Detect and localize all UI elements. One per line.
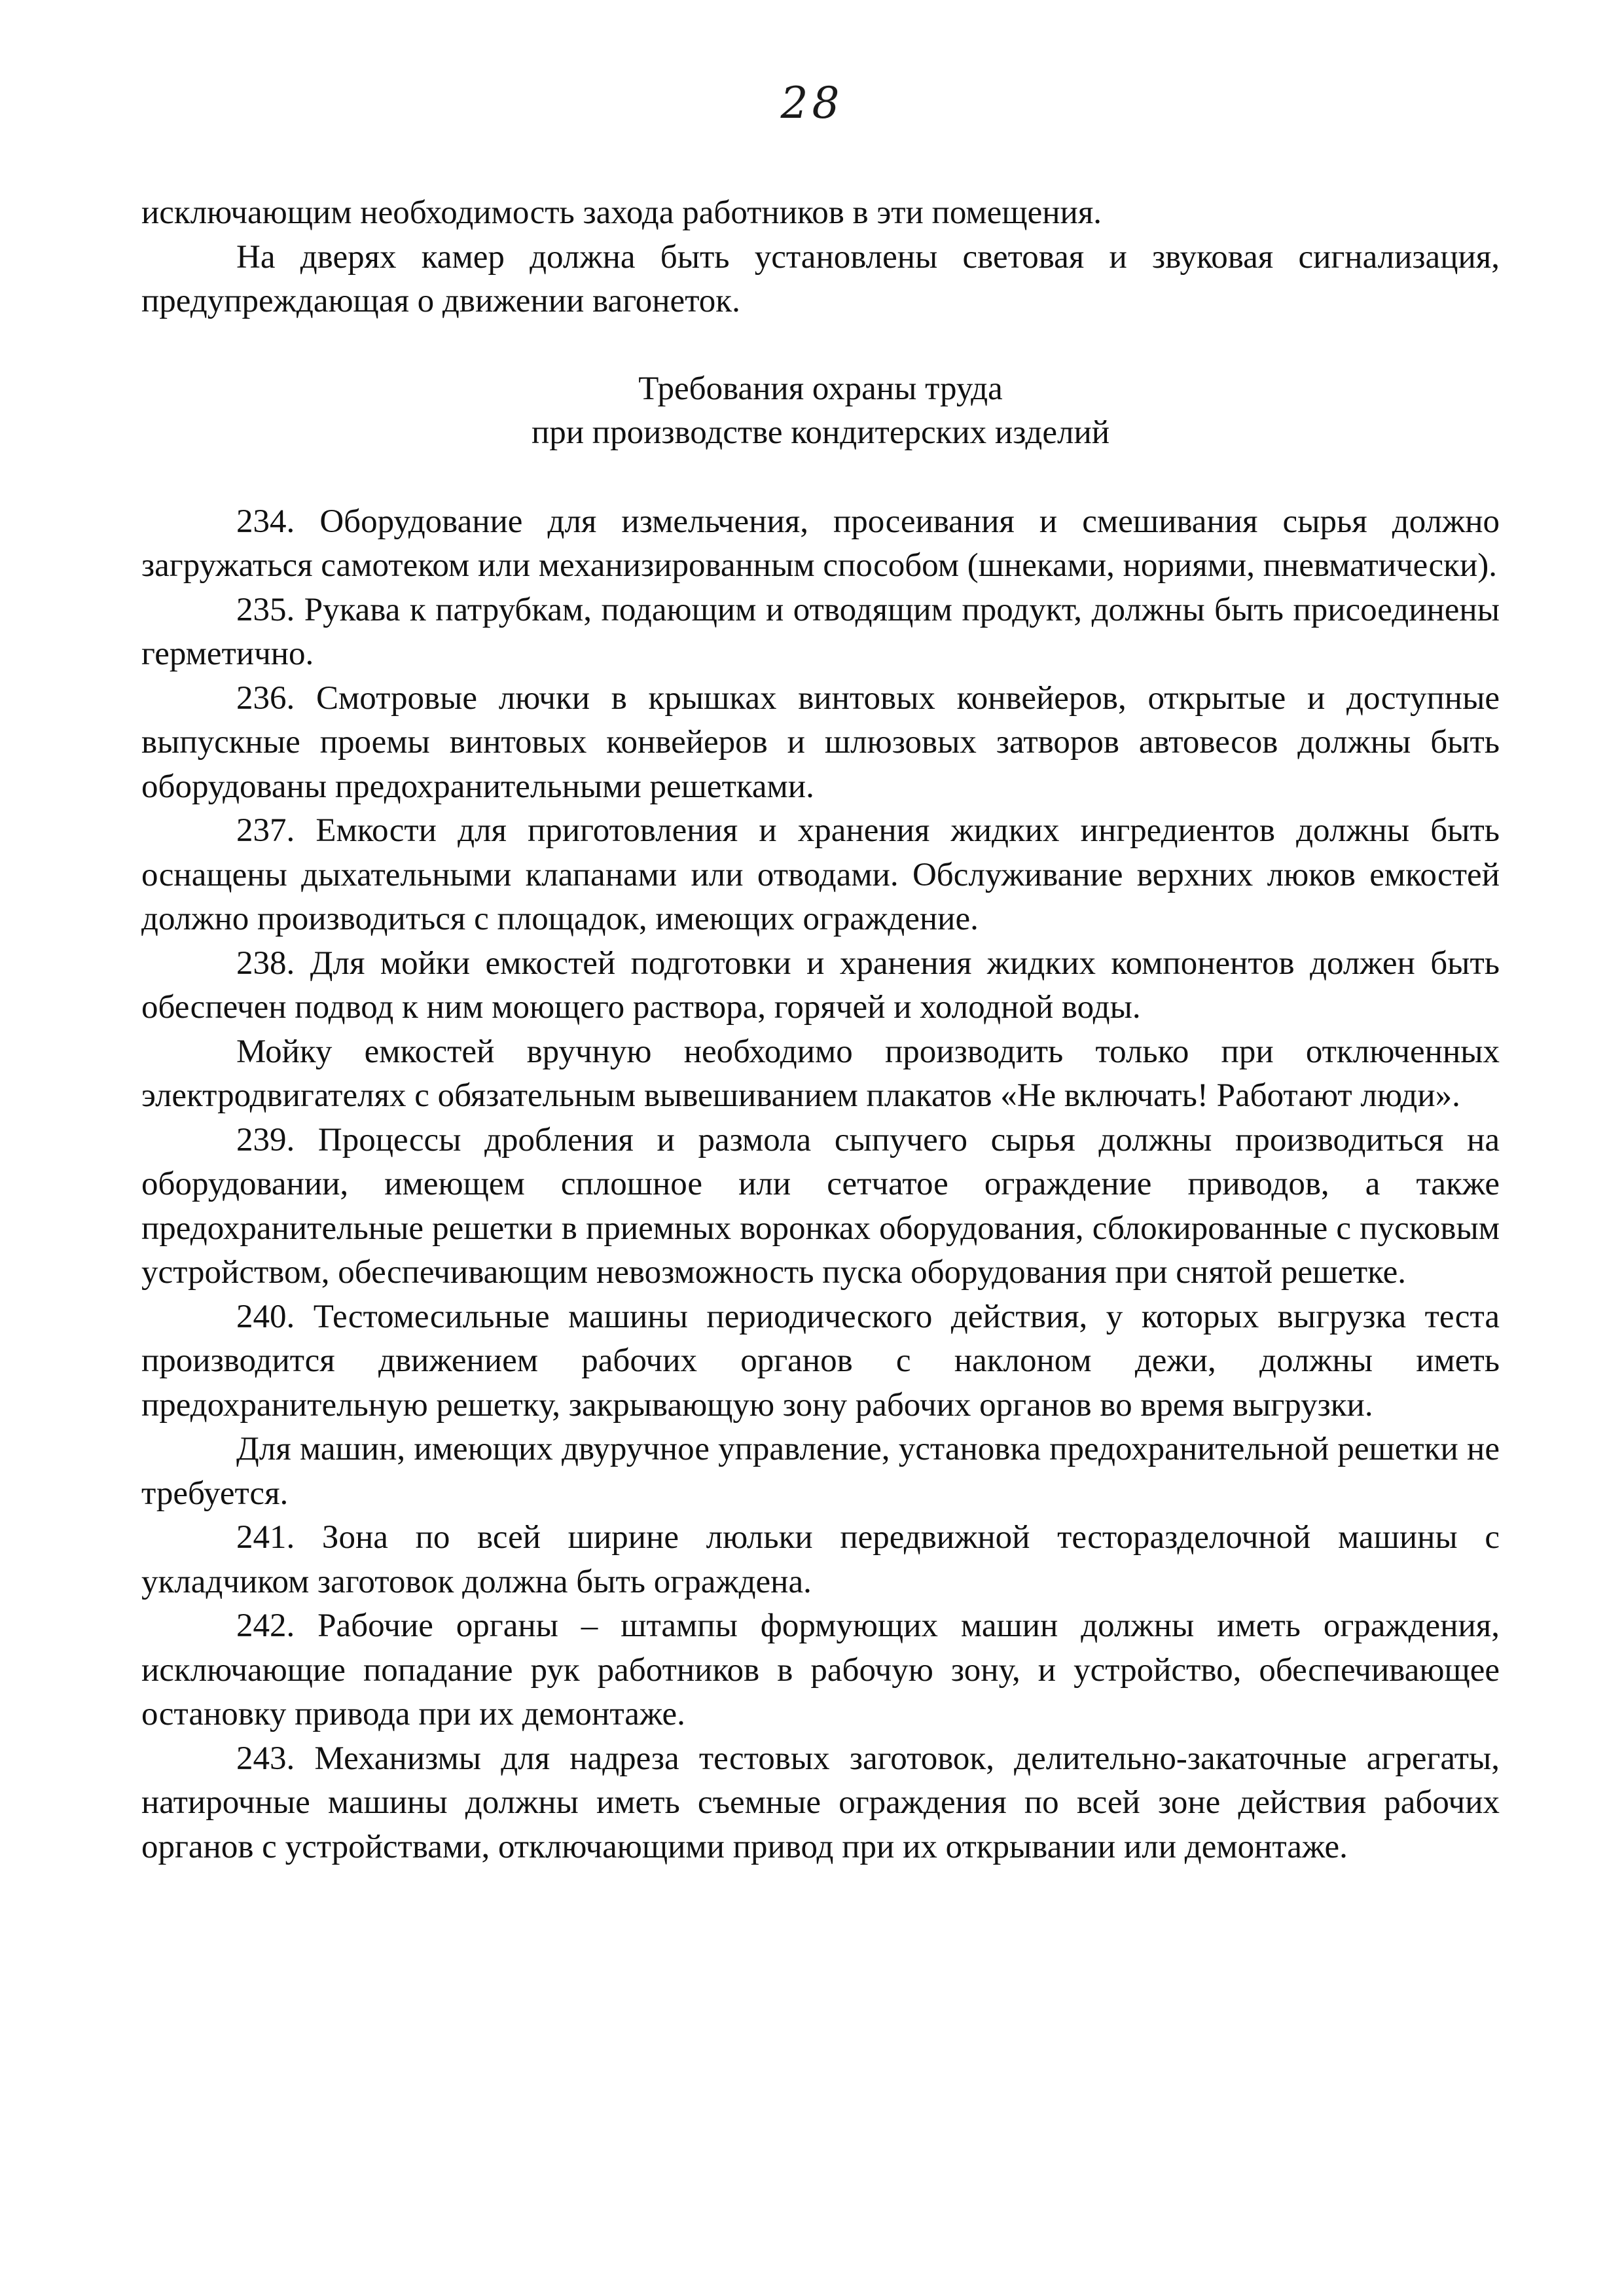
paragraph-237: 237. Емкости для приготовления и хранения жидких ингредиентов должны быть оснащены дыхательными клапанами или отводами. Обслуживание верхних люков емкостей должно производиться с площадок, имеющих ограждение.	[141, 812, 1500, 937]
paragraph-239: 239. Процессы дробления и размола сыпучего сырья должны производиться на оборудовании, имеющем сплошное или сетчатое ограждение приводов, а также предохранительные решетки в приемных воронках оборудования, сблокированные с пусковым устройством, обеспечивающим невозможность пуска оборудования при снятой решетке.	[141, 1121, 1500, 1291]
paragraph-240-two-hand: Для машин, имеющих двуручное управление, установка предохранительной решетки не требуется.	[141, 1431, 1500, 1512]
paragraph-235: 235. Рукава к патрубкам, подающим и отводящим продукт, должны быть присоединены герметично.	[141, 591, 1500, 672]
handwritten-page-number: 28	[780, 78, 844, 128]
section-heading-line-2: при производстве кондитерских изделий	[531, 414, 1110, 451]
paragraph-234: 234. Оборудование для измельчения, просеивания и смешивания сырья должно загружаться самотеком или механизированным способом (шнеками, нориями, пневматически).	[141, 503, 1500, 584]
paragraph-238: 238. Для мойки емкостей подготовки и хранения жидких компонентов должен быть обеспечен подвод к ним моющего раствора, горячей и холодной воды.	[141, 944, 1500, 1026]
paragraph-236: 236. Смотровые лючки в крышках винтовых конвейеров, открытые и доступные выпускные проемы винтовых конвейеров и шлюзовых затворов автовесов должны быть оборудованы предохранительными решетками.	[141, 679, 1500, 805]
document-body	[141, 191, 1500, 1869]
paragraph-243: 243. Механизмы для надреза тестовых заготовок, делительно-закаточные агрегаты, натирочные машины должны иметь съемные ограждения по всей зоне действия рабочих органов с устройствами, отключающими привод при их открывании или демонтаже.	[141, 1740, 1500, 1865]
paragraph-242: 242. Рабочие органы – штампы формующих машин должны иметь ограждения, исключающие попадание рук работников в рабочую зону, и устройство, обеспечивающее остановку привода при их демонтаже.	[141, 1607, 1500, 1732]
section-heading-line-1: Требования охраны труда	[638, 370, 1003, 407]
paragraph-241: 241. Зона по всей ширине люльки передвижной тесторазделочной машины с укладчиком заготовок должна быть ограждена.	[141, 1519, 1500, 1600]
intro-paragraph: На дверях камер должна быть установлены световая и звуковая сигнализация, предупреждающая о движении вагонеток.	[141, 238, 1500, 319]
paragraph-238-washing: Мойку емкостей вручную необходимо производить только при отключенных электродвигателях с обязательным вывешиванием плакатов «Не включать! Работают люди».	[141, 1033, 1500, 1114]
paragraph-240: 240. Тестомесильные машины периодического действия, у которых выгрузка теста производится движением рабочих органов с наклоном дежи, должны иметь предохранительную решетку, закрывающую зону рабочих органов во время выгрузки.	[141, 1298, 1500, 1424]
continuation-line: исключающим необходимость захода работников в эти помещения.	[141, 194, 1102, 231]
section-heading	[141, 367, 1500, 456]
